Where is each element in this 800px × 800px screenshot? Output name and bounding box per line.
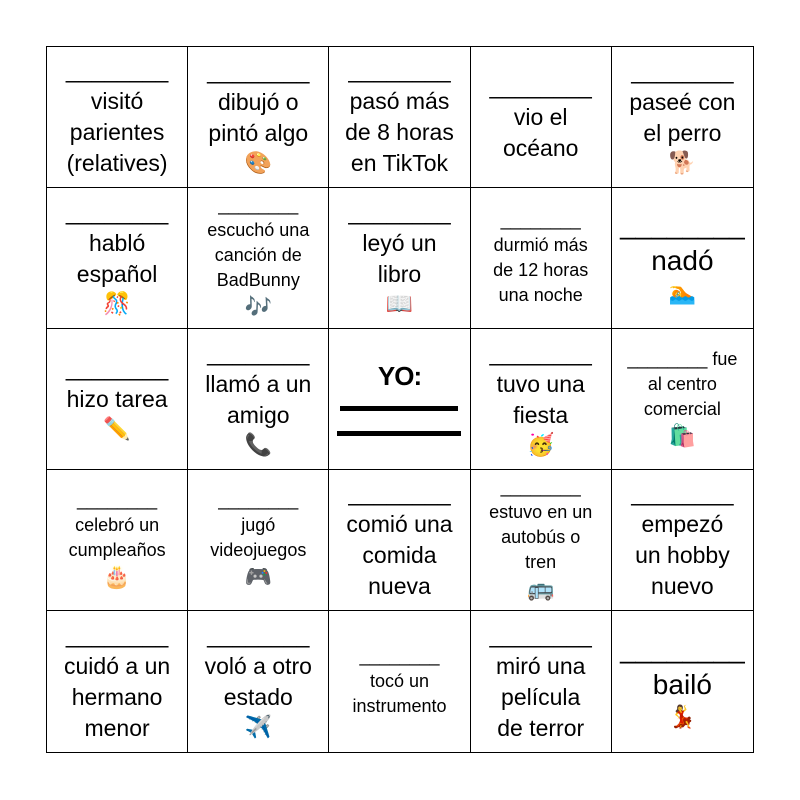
bingo-cell[interactable]: [188, 47, 329, 188]
cell-text: ________ vio el océano: [489, 72, 592, 161]
bingo-cell[interactable]: [471, 188, 612, 329]
bus-icon: 🚌: [526, 577, 555, 602]
cell-text: ________ fue al centro comercial: [627, 348, 738, 419]
bingo-cell[interactable]: [612, 611, 753, 752]
bingo-cell[interactable]: [612, 188, 753, 329]
palette-icon: 🎨: [244, 150, 272, 176]
bingo-cell[interactable]: [47, 47, 188, 188]
cell-text: ________ bailó: [620, 632, 745, 700]
cell-text: ________ empezó un hobby nuevo: [631, 480, 734, 599]
phone-icon: 📞: [244, 432, 272, 458]
bingo-cell[interactable]: [188, 611, 329, 752]
bingo-cell[interactable]: [471, 611, 612, 752]
cell-text: ________ paseé con el perro: [629, 57, 736, 146]
cell-text: ________ comió una comida nueva: [346, 480, 453, 599]
bingo-cell[interactable]: [47, 188, 188, 329]
cell-text: ________ tocó un instrumento: [352, 646, 447, 716]
bingo-cell[interactable]: [188, 188, 329, 329]
bingo-cell[interactable]: [329, 188, 470, 329]
free-space-title: YO:: [377, 361, 422, 391]
bingo-cell[interactable]: [471, 470, 612, 611]
cell-text: ________ pasó más de 8 horas en TikTok: [345, 57, 454, 176]
cell-text: ________ visitó parientes (relatives): [65, 57, 169, 176]
bingo-cell[interactable]: [612, 329, 753, 470]
cell-text: ________ nadó: [620, 209, 745, 276]
dancer-icon: 💃: [668, 704, 697, 730]
swimmer-icon: 🏊: [668, 281, 697, 306]
name-blank-line: [337, 431, 461, 436]
cell-text: ________ escuchó una canción de BadBunny: [207, 195, 310, 290]
cell-text: ________ miró una película de terror: [489, 621, 592, 741]
bingo-cell[interactable]: [47, 329, 188, 470]
cell-text: ________ llamó a un amigo: [205, 339, 312, 428]
cell-text: ________ celebró un cumpleaños: [68, 489, 166, 560]
bingo-cell[interactable]: [612, 470, 753, 611]
cell-text: ________ durmió más de 12 horas una noche: [493, 210, 589, 305]
music-notes-icon: 🎶: [244, 295, 272, 320]
bingo-cell[interactable]: [329, 470, 470, 611]
cell-text: ________ jugó videojuegos: [210, 489, 307, 560]
bingo-cell[interactable]: [612, 47, 753, 188]
cell-text: ________ leyó un libro: [348, 198, 451, 287]
bingo-cell[interactable]: [188, 470, 329, 611]
cell-text: ________ tuvo una fiesta: [489, 339, 592, 428]
cell-text: ________ habló español: [65, 198, 169, 287]
party-face-icon: 🥳: [526, 432, 555, 458]
cell-text: ________ estuvo en un autobús o tren: [489, 477, 593, 572]
cake-icon: 🎂: [103, 564, 131, 590]
confetti-icon: 🎊: [103, 291, 131, 317]
cell-text: ________ dibujó o pintó algo: [207, 57, 310, 146]
shopping-bags-icon: 🛍️: [668, 423, 697, 449]
cell-text: ________ hizo tarea: [65, 355, 169, 412]
bingo-cell[interactable]: [188, 329, 329, 470]
cell-text: ________ cuidó a un hermano menor: [64, 621, 171, 741]
dog-icon: 🐕: [668, 150, 697, 176]
name-blank-line: [340, 406, 458, 411]
bingo-cell[interactable]: [471, 329, 612, 470]
pencil-icon: ✏️: [103, 417, 131, 442]
book-icon: 📖: [385, 291, 414, 317]
bingo-cell[interactable]: [47, 611, 188, 752]
bingo-cell[interactable]: [329, 47, 470, 188]
bingo-cell[interactable]: [47, 470, 188, 611]
bingo-cell[interactable]: [471, 47, 612, 188]
cell-text: ________ voló a otro estado: [204, 622, 312, 710]
bingo-cell[interactable]: [329, 611, 470, 752]
free-space-cell[interactable]: [329, 329, 470, 470]
airplane-icon: ✈️: [244, 715, 272, 740]
game-controller-icon: 🎮: [244, 564, 272, 590]
bingo-grid: [46, 46, 754, 753]
